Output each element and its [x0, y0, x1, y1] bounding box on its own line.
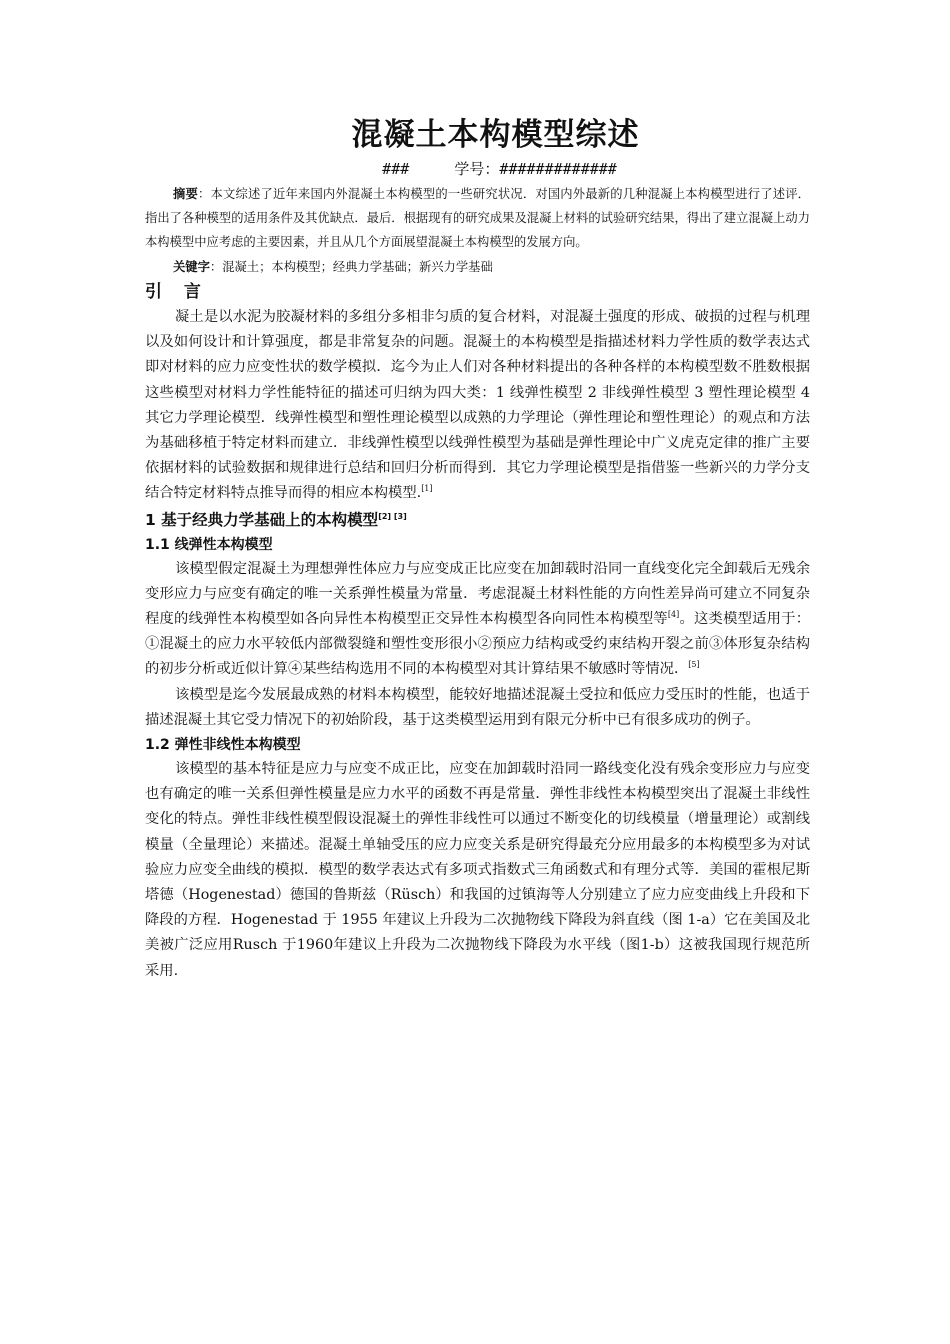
section-1-1-paragraph-1 [145, 557, 810, 683]
citation-ref: [1] [421, 484, 433, 494]
citation-ref: [4] [667, 610, 680, 620]
page-title: 混凝土本构模型综述 [351, 117, 640, 153]
section-1-1-paragraph-2: 该模型是迄今发展最成熟的材料本构模型，能较好地描述混凝土受拉和低应力受压时的性能，也适于描述混凝土其它受力情况下的初始阶段，基于这类模型运用到有限元分析中已有很多成功的例子。 [145, 686, 810, 728]
citation-ref: [2] [3] [378, 511, 407, 521]
keywords-label: 关键字 [173, 260, 210, 274]
document-page [145, 112, 810, 984]
section-1-heading [145, 508, 810, 533]
paragraph-text: 。这类模型适用于：①混凝土的应力水平较低内部微裂缝和塑性变形很小②预应力结构或受约束结构开裂之前③体形复杂结构的初步分析或近似计算④某些结构选用不同的本构模型对其计算结果不敏感时等情况． [145, 611, 810, 678]
section-1-2-heading: 1.2 弹性非线性本构模型 [145, 737, 301, 754]
abstract-label: 摘要 [173, 187, 198, 201]
section-1-1-heading: 1.1 线弹性本构模型 [145, 536, 273, 553]
keywords [173, 256, 810, 278]
intro-text: 凝土是以水泥为胶凝材料的多组分多相非匀质的复合材料，对混凝土强度的形成、破损的过程与机理以及如何设计和计算强度，都是非常复杂的问题。混凝土的本构模型是指描述材料力学性质的数学表达式即对材料的应力应变性状的数学模拟．迄今为止人们对各种材料提出的各种各样的本构模型数不胜数根据这些模型对材料力学性能特征的描述可归纳为四大类：1 线弹性模型 2 非线弹性模型 3 塑性理论模型 4 其它力学理论模型．线弹性模型和塑性理论模型以成熟的力学理论（弹性理论和塑性理论）的观点和方法为基础移植于特定材料而建立．非线弹性模型以线弹性模型为基础是弹性理论中广义虎克定律的推广主要依据材料的试验数据和规律进行总结和回归分析而得到．其它力学理论模型是指借鉴一些新兴的力学分支结合特定材料特点推导而得的相应本构模型. [145, 309, 810, 502]
section-1-2-paragraph-1: 该模型的基本特征是应力与应变不成正比，应变在加卸载时沿同一路线变化没有残余变形应力与应变也有确定的唯一关系但弹性模量是应力水平的函数不再是常量．弹性非线性本构模型突出了混凝土非线性变化的特点。弹性非线性模型假设混凝土的弹性非线性可以通过不断变化的切线模量（增量理论）或割线模量（全量理论）来描述。混凝土单轴受压的应力应变关系是研究得最充分应用最多的本构模型多为对试验应力应变全曲线的模拟．模型的数学表达式有多项式指数式三角函数式和有理分式等．美国的霍根尼斯塔德（Hogenestad）德国的鲁斯兹（Rüsch）和我国的过镇海等人分别建立了应力应变曲线上升段和下降段的方程．Hogenestad 于 1955 年建议上升段为二次抛物线下降段为斜直线（图 1-a）它在美国及北美被广泛应用Rusch 于1960年建议上升段为二次抛物线下降段为水平线（图1-b）这被我国现行规范所采用. [145, 761, 810, 979]
author-line: ### 学号：############# [382, 160, 617, 178]
citation-ref: [5] [688, 660, 700, 670]
keywords-text: ：混凝土；本构模型；经典力学基础；新兴力学基础 [209, 260, 493, 274]
paragraph-text: 该模型假定混凝土为理想弹性体应力与应变成正比应变在加卸载时沿同一直线变化完全卸载后无残余变形应力与应变有确定的唯一关系弹性模量为常量．考虑混凝土材料性能的方向性差异尚可建立不同复杂程度的线弹性本构模型如各向异性本构模型正交异性本构模型各向同性本构模型等 [145, 560, 810, 628]
abstract [145, 182, 810, 254]
intro-heading: 引 言 [145, 282, 209, 302]
section-1-title: 1 基于经典力学基础上的本构模型 [145, 510, 379, 529]
abstract-text: ：本文综述了近年来国内外混凝土本构模型的一些研究状况．对国内外最新的几种混凝上本构模型进行了述评．指出了各种模型的适用条件及其优缺点．最后．根据现有的研究成果及混凝上材料的试验研究结果，得出了建立混凝上动力本构模型中应考虑的主要因素，并且从几个方面展望混凝土本构模型的发展方向。 [145, 187, 810, 249]
intro-paragraph [145, 305, 810, 507]
